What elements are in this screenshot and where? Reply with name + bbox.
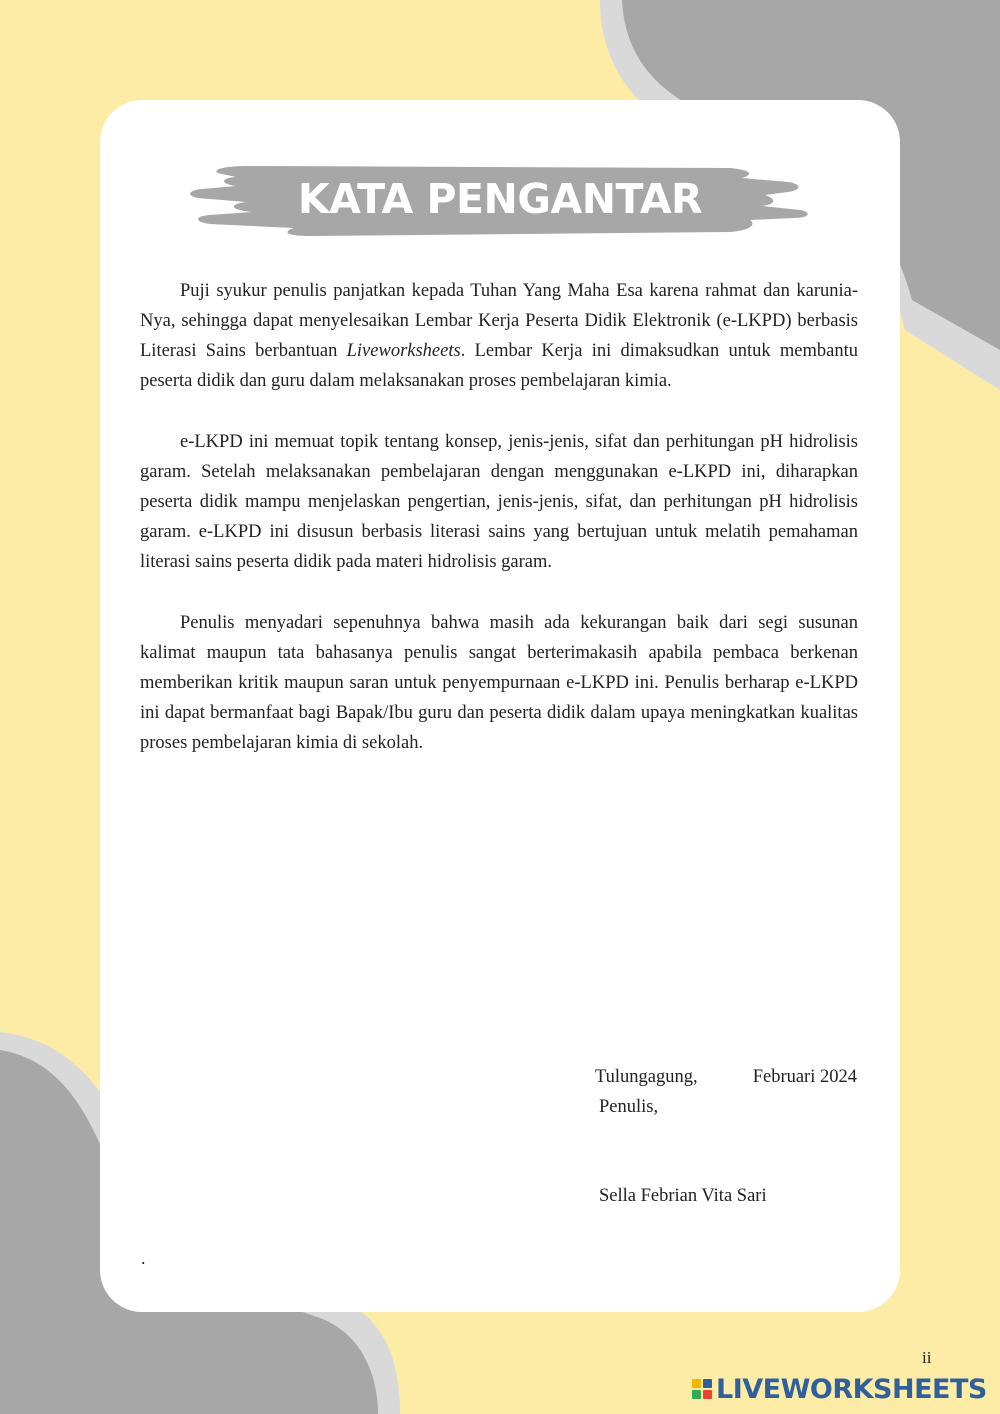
signature-place: Tulungagung, bbox=[595, 1067, 698, 1087]
signature-place-date bbox=[595, 1062, 857, 1092]
signature-role: Penulis, bbox=[599, 1097, 659, 1117]
liveworksheets-brand bbox=[692, 1372, 987, 1406]
liveworksheets-logo-icon bbox=[692, 1379, 712, 1399]
paragraph-3: Penulis menyadari sepenuhnya bahwa masih ada kekurangan baik dari segi susunan kalimat maupun tata bahasanya penulis sangat berterimakasih apabila pembaca berkenan memberikan kritik maupun saran untuk penyempurnaan e-LKPD ini. Penulis berharap e-LKPD ini dapat bermanfaat bagi Bapak/Ibu guru dan peserta didik dalam upaya meningkatkan kualitas proses pembelajaran kimia di sekolah. bbox=[140, 613, 858, 753]
body-text bbox=[140, 276, 858, 789]
paragraph-1-text-end: . Lembar Kerja ini dimaksudkan untuk membantu peserta didik dan guru dalam melaksanakan proses pembelajaran kimia. bbox=[140, 341, 858, 391]
brand-text: LIVEWORKSHEETS bbox=[716, 1373, 987, 1405]
paragraph-1 bbox=[140, 276, 858, 396]
signature-date: Februari 2024 bbox=[752, 1067, 857, 1087]
liveworksheets-term: Liveworksheets bbox=[346, 341, 461, 361]
stray-dot: . bbox=[141, 1248, 146, 1268]
title-banner bbox=[190, 160, 810, 242]
paragraph-1-text: Puji syukur penulis panjatkan kepada Tuhan Yang Maha Esa karena rahmat dan karunia-Nya, sehingga dapat menyelesaikan Lembar Kerja Peserta Didik Elektronik (e-LKPD) berbasis Literasi Sains berbantuan bbox=[140, 281, 858, 361]
page-number: ii bbox=[922, 1348, 932, 1367]
page-title: KATA PENGANTAR bbox=[297, 175, 703, 223]
paragraph-2: e-LKPD ini memuat topik tentang konsep, jenis-jenis, sifat dan perhitungan pH hidrolisis garam. Setelah melaksanakan pembelajaran dengan menggunakan e-LKPD ini, diharapkan peserta didik mampu menjelaskan pengertian, jenis-jenis, sifat, dan perhitungan pH hidrolisis garam. e-LKPD ini disusun berbasis literasi sains yang bertujuan untuk melatih pemahaman literasi sains peserta didik pada materi hidrolisis garam. bbox=[140, 432, 858, 572]
signature-name: Sella Febrian Vita Sari bbox=[599, 1186, 767, 1206]
